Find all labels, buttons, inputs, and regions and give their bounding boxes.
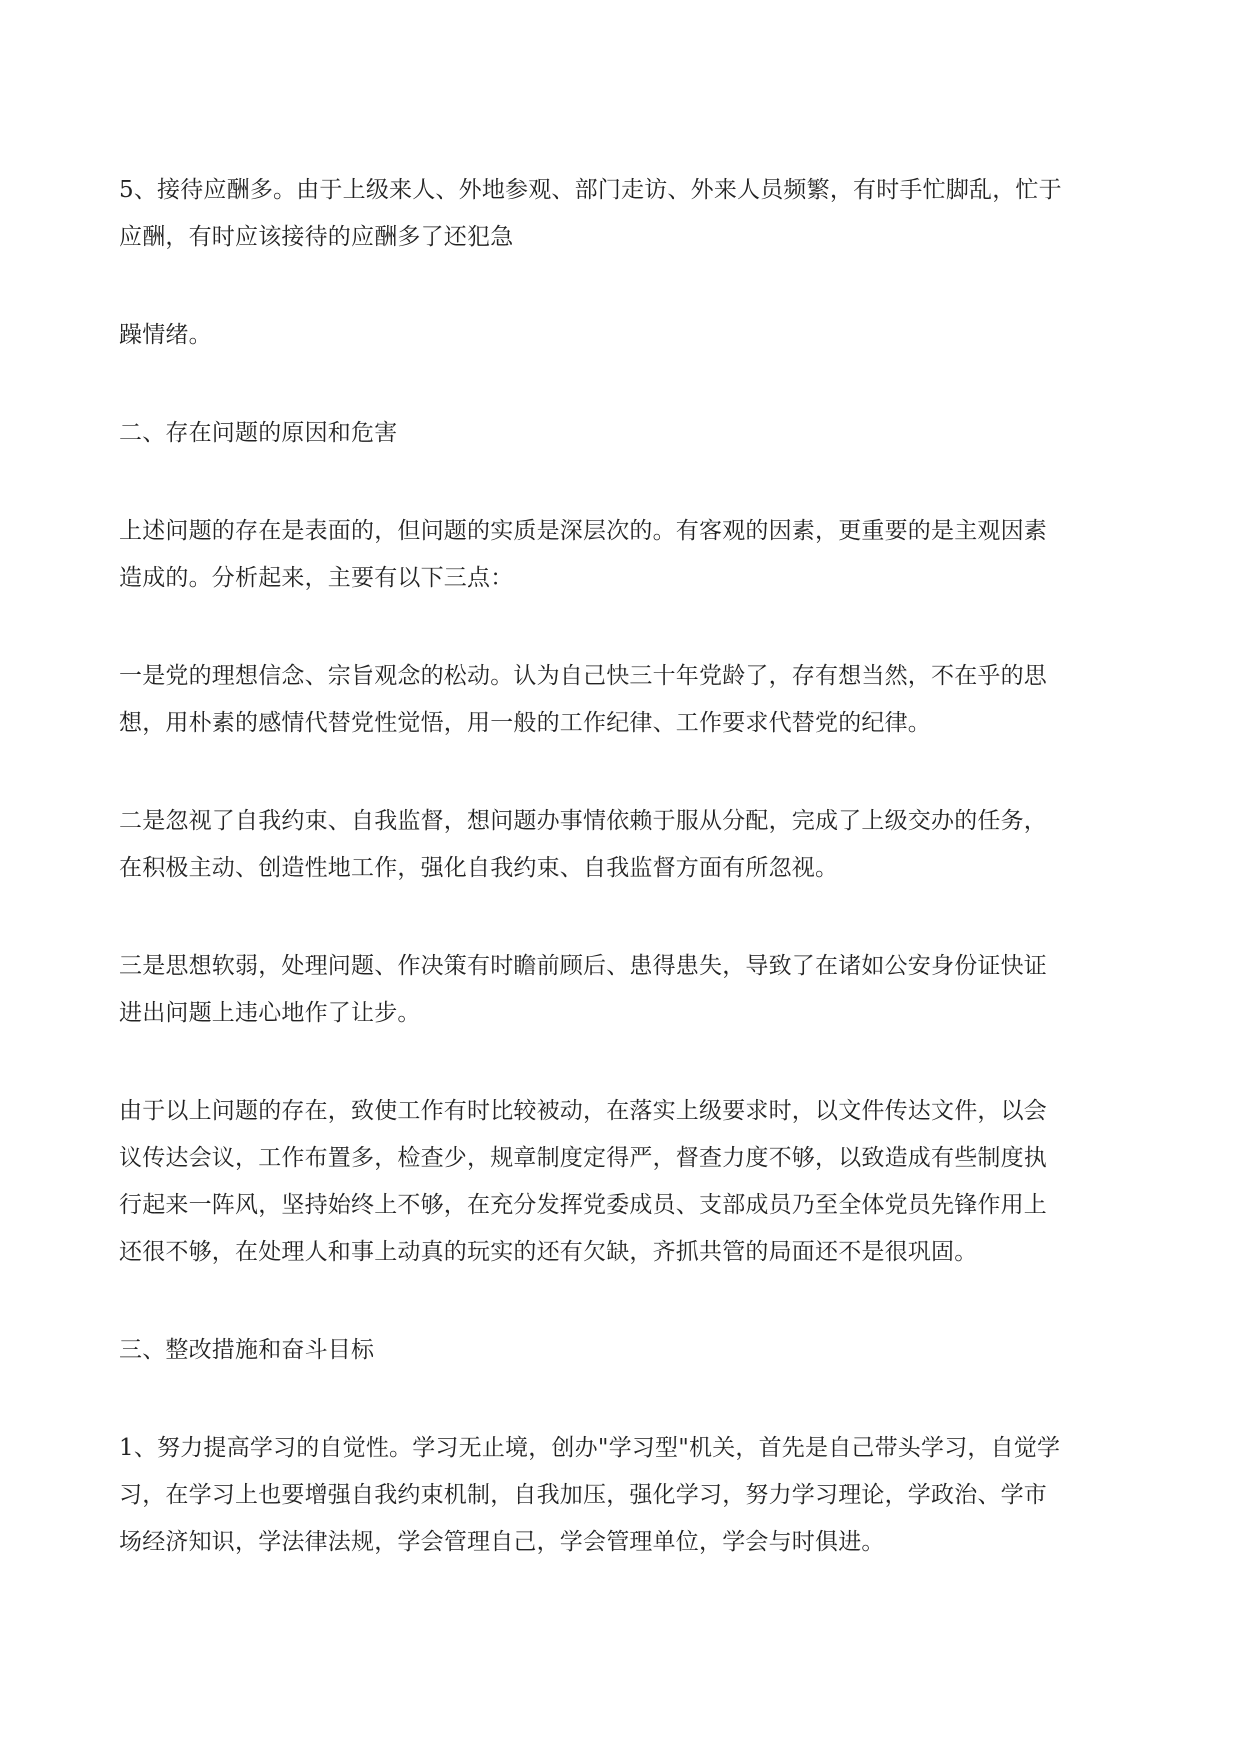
paragraph-cause-3 bbox=[119, 943, 1127, 1037]
section-heading-causes bbox=[119, 410, 1127, 457]
paragraph-measure-1 bbox=[119, 1425, 1127, 1566]
text-line: 场经济知识，学法律法规，学会管理自己，学会管理单位，学会与时俱进。 bbox=[119, 1529, 885, 1555]
paragraph-cause-1 bbox=[119, 653, 1127, 747]
text-line: 二是忽视了自我约束、自我监督，想问题办事情依赖于服从分配，完成了上级交办的任务， bbox=[119, 808, 1047, 834]
heading-text: 三、整改措施和奋斗目标 bbox=[119, 1337, 375, 1363]
text-line: 想，用朴素的感情代替党性觉悟，用一般的工作纪律、工作要求代替党的纪律。 bbox=[119, 710, 931, 736]
text-line: 5、接待应酬多。由于上级来人、外地参观、部门走访、外来人员频繁，有时手忙脚乱，忙于 bbox=[119, 177, 1062, 203]
text-line: 一是党的理想信念、宗旨观念的松动。认为自己快三十年党龄了，存有想当然，不在乎的思 bbox=[119, 663, 1047, 689]
paragraph-reception-continued bbox=[119, 312, 1127, 359]
text-line: 在积极主动、创造性地工作，强化自我约束、自我监督方面有所忽视。 bbox=[119, 855, 839, 881]
heading-text: 二、存在问题的原因和危害 bbox=[119, 420, 398, 446]
text-line: 议传达会议，工作布置多，检查少，规章制度定得严，督查力度不够，以致造成有些制度执 bbox=[119, 1145, 1047, 1171]
text-line: 习，在学习上也要增强自我约束机制，自我加压，强化学习，努力学习理论，学政治、学市 bbox=[119, 1482, 1047, 1508]
text-line: 应酬，有时应该接待的应酬多了还犯急 bbox=[119, 224, 514, 250]
text-line: 躁情绪。 bbox=[119, 322, 212, 348]
paragraph-consequence bbox=[119, 1088, 1127, 1276]
section-heading-measures bbox=[119, 1327, 1127, 1374]
text-line: 由于以上问题的存在，致使工作有时比较被动，在落实上级要求时，以文件传达文件，以会 bbox=[119, 1098, 1047, 1124]
text-line: 三是思想软弱，处理问题、作决策有时瞻前顾后、患得患失，导致了在诸如公安身份证快证 bbox=[119, 953, 1047, 979]
paragraph-cause-2 bbox=[119, 798, 1127, 892]
text-line: 还很不够，在处理人和事上动真的玩实的还有欠缺，齐抓共管的局面还不是很巩固。 bbox=[119, 1239, 978, 1265]
text-line: 进出问题上违心地作了让步。 bbox=[119, 1000, 421, 1026]
text-line: 1、努力提高学习的自觉性。学习无止境，创办"学习型"机关，首先是自己带头学习，自觉学 bbox=[119, 1435, 1061, 1461]
paragraph-causes-intro bbox=[119, 508, 1127, 602]
document-page bbox=[119, 167, 1127, 1617]
text-line: 上述问题的存在是表面的，但问题的实质是深层次的。有客观的因素，更重要的是主观因素 bbox=[119, 518, 1047, 544]
text-line: 行起来一阵风，坚持始终上不够，在充分发挥党委成员、支部成员乃至全体党员先锋作用上 bbox=[119, 1192, 1047, 1218]
paragraph-reception bbox=[119, 167, 1127, 261]
text-line: 造成的。分析起来，主要有以下三点： bbox=[119, 565, 514, 591]
